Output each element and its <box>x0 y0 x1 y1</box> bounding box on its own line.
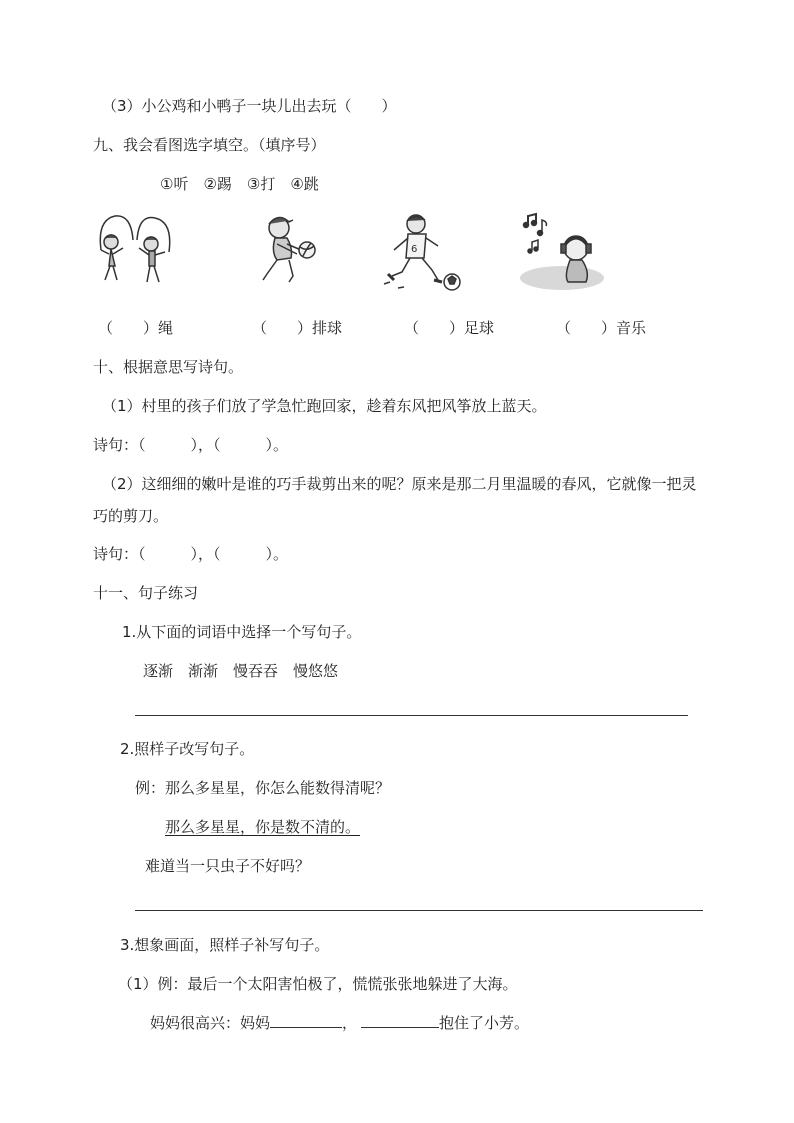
volleyball-picture <box>253 210 323 285</box>
question-11-sub-3-fill <box>150 1013 529 1033</box>
label-soccer: （ ）足球 <box>404 319 495 337</box>
music-picture <box>518 210 608 295</box>
question-11-sub-3-title: 3.想象画面，照样子补写句子。 <box>120 936 330 954</box>
fill-blank-2[interactable] <box>361 1013 439 1028</box>
question-11-sub-2-title: 2.照样子改写句子。 <box>120 740 255 758</box>
question-9-title: 九、我会看图选字填空。（填序号） <box>93 136 326 154</box>
soccer-picture <box>380 210 465 295</box>
question-8-item-3: （3）小公鸡和小鸭子一块儿出去玩（ ） <box>102 97 397 115</box>
question-11-sub-2-question: 难道当一只虫子不好吗？ <box>145 857 311 875</box>
question-9-options: ①听 ②踢 ③打 ④跳 <box>160 175 319 193</box>
question-11-sub-3-example: （1）例：最后一个太阳害怕极了，慌慌张张地躲进了大海。 <box>118 975 518 993</box>
answer-line-2[interactable] <box>135 910 703 911</box>
fill-blank-1[interactable] <box>270 1013 342 1028</box>
question-10-item-1: （1）村里的孩子们放了学急忙跑回家，趁着东风把风筝放上蓝天。 <box>102 397 547 415</box>
question-11-title: 十一、句子练习 <box>93 584 199 602</box>
label-music: （ ）音乐 <box>556 319 647 337</box>
question-11-sub-1-words: 逐渐 渐渐 慢吞吞 慢悠悠 <box>143 662 339 680</box>
question-10-item-2-line-1: （2）这细细的嫩叶是谁的巧手裁剪出来的呢？原来是那二月里温暖的春风，它就像一把灵 <box>102 475 697 493</box>
question-10-title: 十、根据意思写诗句。 <box>93 358 244 376</box>
fill-separator: ， <box>342 1014 358 1032</box>
label-rope: （ ）绳 <box>98 319 174 337</box>
question-10-answer-1: 诗句：（ ），（ ）。 <box>93 436 289 454</box>
question-10-item-2-line-2: 巧的剪刀。 <box>93 507 169 525</box>
question-11-sub-2-example: 例：那么多星星，你怎么能数得清呢？ <box>135 779 391 797</box>
fill-prefix: 妈妈很高兴：妈妈 <box>150 1014 271 1032</box>
question-11-sub-1-title: 1.从下面的词语中选择一个写句子。 <box>122 623 362 641</box>
fill-suffix: 抱住了小芳。 <box>439 1014 530 1032</box>
svg-text:6: 6 <box>411 244 418 255</box>
label-volleyball: （ ）排球 <box>252 319 343 337</box>
answer-line-1[interactable] <box>135 715 688 716</box>
question-11-sub-2-example-answer: 那么多星星，你是数不清的。 <box>165 818 361 836</box>
jump-rope-picture <box>93 210 173 290</box>
question-10-answer-2: 诗句：（ ），（ ）。 <box>93 545 289 563</box>
